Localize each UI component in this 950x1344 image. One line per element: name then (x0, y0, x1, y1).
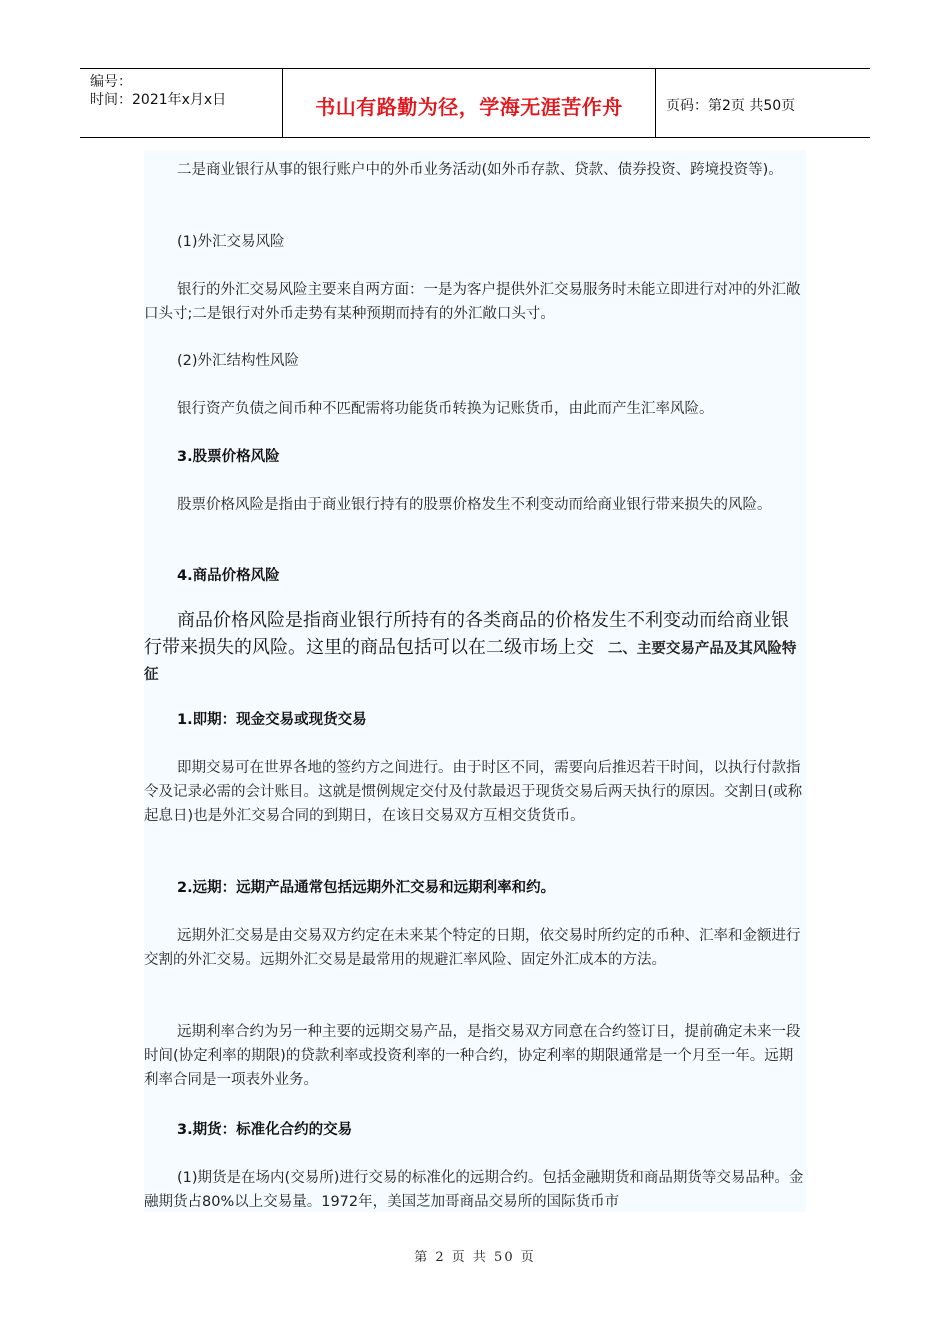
commodity-risk-text: 商品价格风险是指商业银行所持有的各类商品的价格发生不利变动而给商业银行带来损失的风险。这里的商品包括可以在二级市场上交 (144, 610, 789, 658)
heading-fx-structural-risk: (2)外汇结构性风险 (177, 353, 300, 369)
paragraph-forward-fx: 远期外汇交易是由交易双方约定在未来某个特定的日期，依交易时所约定的币种、汇率和金额进行交割的外汇交易。远期外汇交易是最常用的规避汇率风险、固定外汇成本的方法。 (144, 928, 801, 968)
heading-forward: 2.远期：远期产品通常包括远期外汇交易和远期利率和约。 (177, 880, 556, 896)
header-meta (80, 69, 283, 137)
heading-stock-price-risk: 3.股票价格风险 (177, 449, 280, 465)
paragraph-spot: 即期交易可在世界各地的签约方之间进行。由于时区不同，需要向后推迟若干时间，以执行付款指令及记录必需的会计账目。这就是惯例规定交付及付款最迟于现货交易后两天执行的原因。交割日(或称起息日)也是外汇交易合同的到期日，在该日交易双方互相交货货币。 (144, 760, 803, 824)
page-footer: 第 2 页 共 50 页 (414, 1250, 536, 1265)
header-motto: 书山有路勤为径，学海无涯苦作舟 (283, 69, 656, 137)
paragraph-foreign-currency-activities: 二是商业银行从事的银行账户中的外币业务活动(如外币存款、贷款、债券投资、跨境投资等)。 (177, 162, 783, 178)
paragraph-fx-structural-risk: 银行资产负债之间币种不匹配需将功能货币转换为记账货币，由此而产生汇率风险。 (177, 401, 714, 417)
page-header (80, 68, 870, 138)
paragraph-forward-rate-agreement: 远期利率合约为另一种主要的远期交易产品，是指交易双方同意在合约签订日，提前确定未来一段时间(协定利率的期限)的贷款利率或投资利率的一种合约，协定利率的期限通常是一个月至一年。远期利率合同是一项表外业务。 (144, 1024, 801, 1088)
paragraph-stock-price-risk: 股票价格风险是指由于商业银行持有的股票价格发生不利变动而给商业银行带来损失的风险。 (177, 497, 772, 513)
heading-commodity-price-risk: 4.商品价格风险 (177, 568, 280, 584)
heading-fx-trading-risk: (1)外汇交易风险 (177, 234, 285, 250)
header-page-number: 页码：第2页 共50页 (666, 98, 796, 114)
heading-spot: 1.即期：现金交易或现货交易 (177, 712, 367, 728)
paragraph-futures: (1)期货是在场内(交易所)进行交易的标准化的远期合约。包括金融期货和商品期货等交易品种。金融期货占80%以上交易量。1972年，美国芝加哥商品交易所的国际货币市 (144, 1170, 804, 1210)
paragraph-commodity-price-risk (144, 608, 806, 688)
document-body (144, 150, 806, 1212)
document-time-label: 时间：2021年x月x日 (90, 92, 227, 108)
section-heading-trading-products: 二、主要交易产品及其风险特征 (144, 641, 797, 683)
paragraph-fx-trading-risk: 银行的外汇交易风险主要来自两方面：一是为客户提供外汇交易服务时未能立即进行对冲的外汇敞口头寸;二是银行对外币走势有某种预期而持有的外汇敞口头寸。 (144, 282, 801, 322)
heading-futures: 3.期货：标准化合约的交易 (177, 1122, 353, 1138)
document-number-label: 编号： (90, 74, 132, 90)
